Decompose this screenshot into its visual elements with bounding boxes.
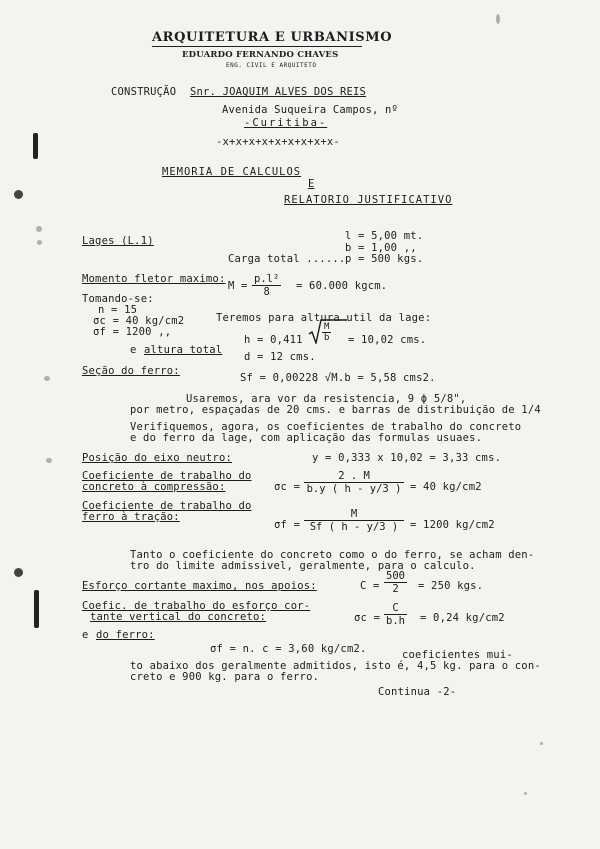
momento-num: p.l²	[254, 273, 280, 285]
secao-text2: por metro, espaçadas de 20 cms. e barras de distribuição de 1/4	[130, 404, 541, 416]
coef-ferro-fraction	[304, 508, 404, 533]
punch-hole-bottom	[14, 568, 23, 577]
punch-mark-top	[33, 133, 38, 159]
coef-concreto-rhs: = 40 kg/cm2	[410, 481, 482, 493]
h-num: M	[324, 322, 330, 332]
title-conj: E	[308, 178, 315, 190]
secao-text1: Usaremos, ara vor da resistencia, 9 ϕ 5/8",	[186, 393, 467, 405]
coef-concreto-fraction	[304, 470, 404, 495]
secao-equation: Sf = 0,00228 √M.b = 5,58 cms2.	[240, 372, 436, 384]
conclusao-text2: tro do limite admissivel, geralmente, para o calculo.	[130, 560, 476, 572]
secao-text4: e do ferro da lage, com aplicação das formulas usuaes.	[130, 432, 483, 444]
construction-label: CONSTRUÇÃO	[111, 86, 177, 98]
secao-label: Seção do ferro:	[82, 365, 180, 377]
coef-concreto-label2: concreto à compressão:	[82, 481, 226, 493]
scan-speck	[524, 792, 527, 795]
coef-cortante-lhs: σc =	[354, 612, 381, 624]
secao-text3: Verifiquemos, agora, os coeficientes de trabalho do concreto	[130, 421, 522, 433]
momento-fraction	[252, 273, 281, 298]
coef-ferro-label2: ferro à tração:	[82, 511, 180, 523]
momento-rhs: = 60.000 kgcm.	[296, 280, 388, 292]
h-lhs: h = 0,411	[244, 334, 303, 346]
continua-note: Continua -2-	[378, 686, 457, 698]
esforco-label: Esforço cortante maximo, nos apoios:	[82, 580, 317, 592]
coef-cortante-den: b.h	[386, 615, 405, 627]
ferro-final-prefix: e	[82, 629, 89, 641]
h-fraction	[322, 322, 331, 343]
coef-ferro-rhs: = 1200 kg/cm2	[410, 519, 495, 531]
scan-speck	[46, 458, 52, 463]
momento-lhs: M =	[228, 280, 248, 292]
eixo-label: Posição do eixo neutro:	[82, 452, 232, 464]
h-rhs: = 10,02 cms.	[348, 334, 427, 346]
scan-speck	[540, 742, 543, 745]
esforco-den: 2	[392, 583, 399, 595]
altura-prefix: e	[130, 344, 137, 356]
coef-concreto-num: 2 . M	[304, 470, 404, 483]
lages-p: p = 500 kgs.	[345, 253, 424, 265]
coef-cortante-fraction	[384, 602, 407, 627]
esforco-num: 500	[386, 570, 405, 582]
ferro-final-text1: to abaixo dos geralmente admitidos, isto é, 4,5 kg. para o con-	[130, 660, 541, 672]
client-city: -Curitiba-	[244, 117, 328, 129]
coef-ferro-num: M	[304, 508, 404, 521]
architect-credentials: ENG. CIVIL E ARQUITETO	[226, 62, 317, 69]
momento-den: 8	[263, 286, 270, 298]
carga-total: Carga total ......	[228, 253, 346, 265]
scan-speck	[36, 226, 42, 232]
ferro-final-equation: σf = n. c = 3,60 kg/cm2.	[210, 643, 367, 655]
firm-name: ARQUITETURA E URBANISMO	[152, 30, 393, 45]
coef-cortante-label1: Coefic. de trabalho do esforço cor-	[82, 600, 311, 612]
momento-label: Momento fletor maximo:	[82, 273, 226, 285]
h-den: b	[324, 333, 330, 343]
client-name: Snr. JOAQUIM ALVES DOS REIS	[190, 86, 367, 98]
punch-mark-bottom	[34, 590, 39, 628]
title-line1: MEMORIA DE CALCULOS	[162, 166, 302, 178]
teremos-text: Teremos para altura util da lage:	[216, 312, 432, 324]
conclusao-text1: Tanto o coeficiente do concreto como o do ferro, se acham den-	[130, 549, 535, 561]
d-value: d = 12 cms.	[244, 351, 316, 363]
coef-concreto-lhs: σc =	[274, 481, 301, 493]
ferro-final-text0: coeficientes mui-	[402, 649, 513, 661]
lages-l: l = 5,00 mt.	[345, 230, 424, 242]
coef-concreto-den: b.y ( h - y/3 )	[306, 483, 402, 495]
ferro-final-label: do ferro:	[96, 629, 155, 641]
divider-line: -x+x+x+x+x+x+x+x+x-	[216, 136, 340, 148]
coef-ferro-label1: Coeficiente de trabalho do	[82, 500, 252, 512]
tomando-sigma-c: σc = 40 kg/cm2	[93, 315, 185, 327]
tomando-sigma-f: σf = 1200 ,,	[93, 326, 172, 338]
coef-cortante-num: C	[384, 602, 407, 615]
scan-speck	[37, 240, 42, 245]
architect-name: EDUARDO FERNANDO CHAVES	[182, 50, 339, 60]
punch-hole-top	[14, 190, 23, 199]
header-rule	[152, 46, 362, 47]
tomando-label: Tomando-se:	[82, 293, 154, 305]
esforco-fraction	[384, 570, 407, 595]
coef-cortante-rhs: = 0,24 kg/cm2	[420, 612, 505, 624]
esforco-lhs: C =	[360, 580, 380, 592]
client-address: Avenida Suqueira Campos, nº	[222, 104, 399, 116]
eixo-equation: y = 0,333 x 10,02 = 3,33 cms.	[312, 452, 502, 464]
lages-label: Lages (L.1)	[82, 235, 154, 247]
esforco-rhs: = 250 kgs.	[418, 580, 484, 592]
altura-label: altura total	[144, 344, 223, 356]
scan-speck	[496, 14, 500, 24]
ferro-final-text2: creto e 900 kg. para o ferro.	[130, 671, 320, 683]
tomando-n: n = 15	[98, 304, 138, 316]
title-line2: RELATORIO JUSTIFICATIVO	[284, 194, 453, 206]
lages-b: b = 1,00 ,,	[345, 242, 417, 254]
coef-ferro-den: Sf ( h - y/3 )	[309, 521, 399, 533]
coef-concreto-label1: Coeficiente de trabalho do	[82, 470, 252, 482]
coef-cortante-label2: tante vertical do concreto:	[90, 611, 267, 623]
scan-speck	[44, 376, 50, 381]
coef-ferro-lhs: σf =	[274, 519, 301, 531]
